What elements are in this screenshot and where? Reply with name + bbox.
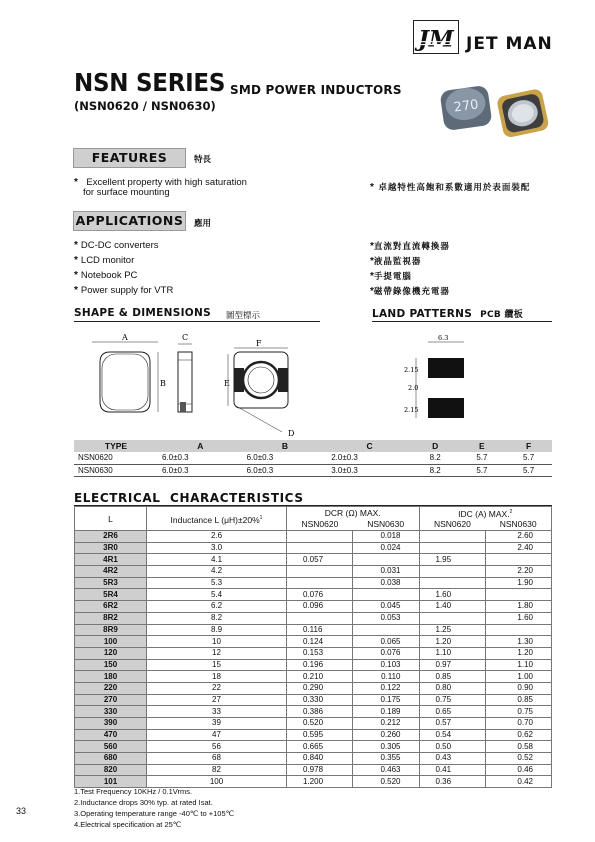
bullet-star-icon: * [370, 256, 374, 267]
column-header-idc [419, 507, 552, 519]
table-cell: 2.60 [485, 531, 551, 543]
application-text: Notebook PC [80, 270, 138, 281]
table-cell: 8.2 [412, 464, 459, 476]
table-cell: 0.355 [353, 753, 419, 765]
table-cell: 1.80 [485, 601, 551, 613]
table-header-row [75, 507, 552, 519]
inductor-code: 6R2 [75, 601, 147, 613]
table-cell: 0.330 [287, 694, 353, 706]
table-cell: 3.0±0.3 [327, 464, 412, 476]
column-header-inductance [147, 507, 287, 531]
land-dim-width: 6.3 [438, 334, 449, 342]
table-cell: 0.42 [485, 776, 551, 788]
table-row [75, 659, 552, 671]
table-cell: 0.85 [419, 671, 485, 683]
inductor-code: 220 [75, 682, 147, 694]
page-number: 33 [16, 806, 27, 816]
inductor-code: 4R1 [75, 554, 147, 566]
table-row [75, 706, 552, 718]
logo-letters: JM [418, 26, 454, 53]
column-header-l: L [75, 507, 147, 531]
list-item [370, 251, 450, 266]
application-text: LCD monitor [80, 255, 135, 266]
table-cell: 0.52 [485, 753, 551, 765]
table-cell: 2.0±0.3 [327, 452, 412, 464]
inductor-code: 5R4 [75, 589, 147, 601]
footnote: 4.Electrical specification at 25℃ [74, 820, 182, 829]
inductor-code: 820 [75, 764, 147, 776]
table-cell: 12 [147, 647, 287, 659]
table-cell: 1.60 [419, 589, 485, 601]
table-cell: 1.30 [485, 636, 551, 648]
table-cell: 5.4 [147, 589, 287, 601]
model-numbers: (NSN0620 / NSN0630) [74, 99, 216, 113]
list-item [74, 235, 173, 250]
table-cell [419, 542, 485, 554]
table-cell: 6.0±0.3 [158, 464, 243, 476]
table-cell: 56 [147, 741, 287, 753]
land-divider [372, 321, 552, 322]
product-photo [428, 80, 550, 140]
footnote: 2.Inductance drops 30% typ. at rated Isat. [74, 798, 213, 807]
column-subheader: NSN0620 [419, 519, 485, 531]
table-row [75, 671, 552, 683]
table-cell: 6.2 [147, 601, 287, 613]
column-header: D [412, 440, 459, 452]
column-header: TYPE [74, 440, 158, 452]
land-title-cn: PCB 纜板 [480, 310, 524, 320]
table-cell: 6.0±0.3 [243, 464, 328, 476]
table-cell: 0.36 [419, 776, 485, 788]
table-cell [287, 577, 353, 589]
table-cell: 6.0±0.3 [158, 452, 243, 464]
table-cell: 0.290 [287, 682, 353, 694]
features-label-cn: 特長 [194, 154, 212, 164]
table-cell: 5.7 [459, 464, 506, 476]
footnote: 3.Operating temperature range -40℃ to +105℃ [74, 809, 235, 818]
inductor-code: 8R2 [75, 612, 147, 624]
dim-label-b: B [160, 379, 166, 388]
table-cell: 0.54 [419, 729, 485, 741]
table-row [74, 464, 552, 476]
table-cell: 0.175 [353, 694, 419, 706]
table-cell: 0.024 [353, 542, 419, 554]
table-cell: 0.62 [485, 729, 551, 741]
inductor-code: 680 [75, 753, 147, 765]
table-cell: 27 [147, 694, 287, 706]
table-cell: 0.97 [419, 659, 485, 671]
table-cell: 0.122 [353, 682, 419, 694]
table-cell: 2.6 [147, 531, 287, 543]
feature-item-cn [370, 177, 530, 195]
table-cell: 0.80 [419, 682, 485, 694]
table-cell: 100 [147, 776, 287, 788]
bullet-star-icon: * [74, 177, 78, 188]
application-list-cn [370, 236, 450, 296]
feature-text-line1: Excellent property with high saturation [86, 177, 247, 188]
table-cell: 1.10 [419, 647, 485, 659]
table-cell: 33 [147, 706, 287, 718]
table-row [75, 589, 552, 601]
shape-title: SHAPE & DIMENSIONS [74, 307, 211, 319]
table-row [75, 682, 552, 694]
table-cell [485, 624, 551, 636]
table-cell: 39 [147, 718, 287, 730]
table-cell: 0.053 [353, 612, 419, 624]
bullet-star-icon: * [370, 271, 374, 282]
table-row [75, 577, 552, 589]
bullet-star-icon: * [74, 285, 78, 296]
column-header: B [243, 440, 328, 452]
table-cell: 0.103 [353, 659, 419, 671]
footnote: 1.Test Frequency 10KHz / 0.1Vrms. [74, 787, 193, 796]
table-cell: 2.20 [485, 566, 551, 578]
inductor-code: 5R3 [75, 577, 147, 589]
column-header: A [158, 440, 243, 452]
dim-label-d: D [288, 429, 295, 436]
table-cell: 0.076 [287, 589, 353, 601]
inductor-code: 3R0 [75, 542, 147, 554]
application-text: Power supply for VTR [80, 285, 174, 296]
table-cell: 0.096 [287, 601, 353, 613]
bullet-star-icon: * [370, 241, 374, 252]
table-cell: 0.463 [353, 764, 419, 776]
table-cell: 0.305 [353, 741, 419, 753]
table-cell: 5.7 [459, 452, 506, 464]
series-title: NSN SERIES [74, 68, 226, 97]
table-cell [485, 554, 551, 566]
table-cell [353, 624, 419, 636]
table-cell: 2.40 [485, 542, 551, 554]
dim-label-e: E [224, 379, 230, 388]
table-cell [353, 554, 419, 566]
electrical-table [74, 506, 552, 788]
application-list [74, 235, 173, 295]
table-cell: 0.124 [287, 636, 353, 648]
table-cell: 47 [147, 729, 287, 741]
inductor-code: 330 [75, 706, 147, 718]
table-cell: 0.41 [419, 764, 485, 776]
table-row [75, 601, 552, 613]
table-header-row [74, 440, 552, 452]
table-row [75, 741, 552, 753]
table-cell: 68 [147, 753, 287, 765]
table-cell: 1.10 [485, 659, 551, 671]
table-cell: 0.65 [419, 706, 485, 718]
inductor-code: 100 [75, 636, 147, 648]
table-row [75, 694, 552, 706]
table-cell: 0.038 [353, 577, 419, 589]
table-cell: 0.386 [287, 706, 353, 718]
application-text-cn: 手提電腦 [373, 271, 412, 281]
table-cell: 0.978 [287, 764, 353, 776]
table-cell: 22 [147, 682, 287, 694]
inductor-code: 101 [75, 776, 147, 788]
table-row [75, 636, 552, 648]
application-text-cn: 磁帶錄像機充電器 [373, 286, 450, 296]
features-label: FEATURES [73, 148, 186, 168]
bullet-star-icon: * [370, 286, 374, 297]
table-cell: 0.85 [485, 694, 551, 706]
table-cell: 0.189 [353, 706, 419, 718]
table-cell: 0.018 [353, 531, 419, 543]
table-cell: 8.2 [412, 452, 459, 464]
table-cell: 6.0±0.3 [243, 452, 328, 464]
table-cell: 0.057 [287, 554, 353, 566]
company-logo [413, 20, 459, 54]
series-subtitle: SMD POWER INDUCTORS [230, 83, 402, 97]
list-item [74, 280, 173, 295]
column-header-dcr: DCR (Ω) MAX. [287, 507, 420, 519]
shape-drawing [86, 332, 326, 436]
table-cell: 0.75 [485, 706, 551, 718]
table-cell: 0.045 [353, 601, 419, 613]
table-cell: 10 [147, 636, 287, 648]
table-row [75, 729, 552, 741]
table-cell [419, 612, 485, 624]
table-cell: 5.3 [147, 577, 287, 589]
dim-label-a: A [122, 333, 128, 342]
table-cell: 0.520 [287, 718, 353, 730]
table-cell: 1.40 [419, 601, 485, 613]
list-item [74, 265, 173, 280]
land-title-text: LAND PATTERNS [372, 308, 473, 320]
table-cell [485, 589, 551, 601]
table-row [75, 624, 552, 636]
jm-logo-icon [414, 21, 458, 53]
brand-name: JET MAN [466, 34, 553, 54]
land-dim-gap: 2.0 [408, 384, 419, 392]
application-text: DC-DC converters [80, 240, 159, 251]
land-dim-h2: 2.15 [404, 406, 419, 414]
table-row [75, 554, 552, 566]
bullet-star-icon: * [74, 255, 78, 266]
column-subheader: NSN0620 [287, 519, 353, 531]
table-cell: 0.116 [287, 624, 353, 636]
table-cell: 0.50 [419, 741, 485, 753]
table-cell: 0.57 [419, 718, 485, 730]
table-cell: 0.840 [287, 753, 353, 765]
shape-divider [74, 321, 320, 322]
table-cell: 1.200 [287, 776, 353, 788]
table-cell: 1.60 [485, 612, 551, 624]
table-cell: 0.153 [287, 647, 353, 659]
column-header: E [459, 440, 506, 452]
column-header: C [327, 440, 412, 452]
table-row [75, 764, 552, 776]
inductor-code: 470 [75, 729, 147, 741]
application-text-cn: 直流對直流轉換器 [373, 241, 450, 251]
table-cell: 4.1 [147, 554, 287, 566]
table-cell [353, 589, 419, 601]
land-title [372, 307, 523, 320]
table-cell: 0.70 [485, 718, 551, 730]
applications-label-cn: 應用 [194, 218, 212, 228]
footnote-ref: 1 [259, 514, 263, 521]
inductor-code: 180 [75, 671, 147, 683]
table-cell [419, 531, 485, 543]
table-cell: 0.065 [353, 636, 419, 648]
list-item [74, 250, 173, 265]
inductor-code: 270 [75, 694, 147, 706]
table-row [75, 753, 552, 765]
photo-marking: 270 [452, 97, 480, 116]
table-cell: 0.196 [287, 659, 353, 671]
table-cell [287, 542, 353, 554]
column-header: F [505, 440, 552, 452]
table-cell: 0.665 [287, 741, 353, 753]
footnotes [74, 786, 234, 830]
list-item [370, 281, 450, 296]
table-cell: 82 [147, 764, 287, 776]
feature-text-cn: 卓越特性高飽和系數適用於表面裝配 [378, 182, 531, 192]
column-subheader: NSN0630 [485, 519, 551, 531]
table-cell: 8.9 [147, 624, 287, 636]
table-row [74, 452, 552, 464]
table-row [75, 531, 552, 543]
inductor-code: 8R9 [75, 624, 147, 636]
table-cell: 0.210 [287, 671, 353, 683]
table-cell: 4.2 [147, 566, 287, 578]
table-cell [419, 566, 485, 578]
bullet-star-icon: * [74, 270, 78, 281]
table-cell [287, 566, 353, 578]
table-cell: 0.212 [353, 718, 419, 730]
feature-text-line2: for surface mounting [83, 187, 170, 198]
table-cell: 1.25 [419, 624, 485, 636]
table-cell: 5.7 [505, 464, 552, 476]
electrical-title: ELECTRICAL CHARACTERISTICS [74, 491, 304, 505]
table-row [75, 647, 552, 659]
list-item [370, 266, 450, 281]
table-cell: 0.43 [419, 753, 485, 765]
table-cell: 0.90 [485, 682, 551, 694]
inductor-code: 390 [75, 718, 147, 730]
table-cell: 0.58 [485, 741, 551, 753]
table-cell: 1.90 [485, 577, 551, 589]
table-cell: 1.00 [485, 671, 551, 683]
table-cell: 0.031 [353, 566, 419, 578]
idc-header-text: IDC (A) MAX. [458, 508, 510, 519]
land-dim-h1: 2.15 [404, 366, 419, 374]
shape-title-cn: 圖型標示 [226, 310, 261, 320]
inductor-code: 4R2 [75, 566, 147, 578]
inductor-code: 2R6 [75, 531, 147, 543]
table-cell: 1.95 [419, 554, 485, 566]
table-cell: 0.520 [353, 776, 419, 788]
table-cell: 18 [147, 671, 287, 683]
table-cell [419, 577, 485, 589]
table-cell: 0.110 [353, 671, 419, 683]
table-cell: 0.75 [419, 694, 485, 706]
bullet-star-icon: * [370, 182, 374, 193]
table-cell: 15 [147, 659, 287, 671]
table-row [75, 542, 552, 554]
table-row [75, 566, 552, 578]
applications-label: APPLICATIONS [73, 211, 186, 231]
table-cell: 0.595 [287, 729, 353, 741]
table-cell: 5.7 [505, 452, 552, 464]
dim-label-c: C [182, 333, 189, 342]
inductor-code: 150 [75, 659, 147, 671]
table-cell: 0.076 [353, 647, 419, 659]
inductor-code: 120 [75, 647, 147, 659]
table-cell [287, 531, 353, 543]
table-cell [287, 612, 353, 624]
table-cell: NSN0620 [74, 452, 158, 464]
application-text-cn: 液晶監視器 [373, 256, 422, 266]
table-row [75, 612, 552, 624]
table-cell: 3.0 [147, 542, 287, 554]
dimensions-table [74, 440, 552, 477]
inductance-header-text: Inductance L (μH)±20% [170, 514, 260, 525]
column-subheader: NSN0630 [353, 519, 419, 531]
footnote-ref: 2 [509, 509, 513, 515]
inductor-code: 560 [75, 741, 147, 753]
table-cell: 1.20 [485, 647, 551, 659]
bullet-star-icon: * [74, 240, 78, 251]
table-cell: 1.20 [419, 636, 485, 648]
list-item [370, 236, 450, 251]
table-cell: 0.46 [485, 764, 551, 776]
dim-label-f: F [256, 339, 262, 348]
table-cell: NSN0630 [74, 464, 158, 476]
table-row [75, 718, 552, 730]
table-cell: 8.2 [147, 612, 287, 624]
table-cell: 0.260 [353, 729, 419, 741]
land-pattern-drawing [400, 332, 500, 428]
